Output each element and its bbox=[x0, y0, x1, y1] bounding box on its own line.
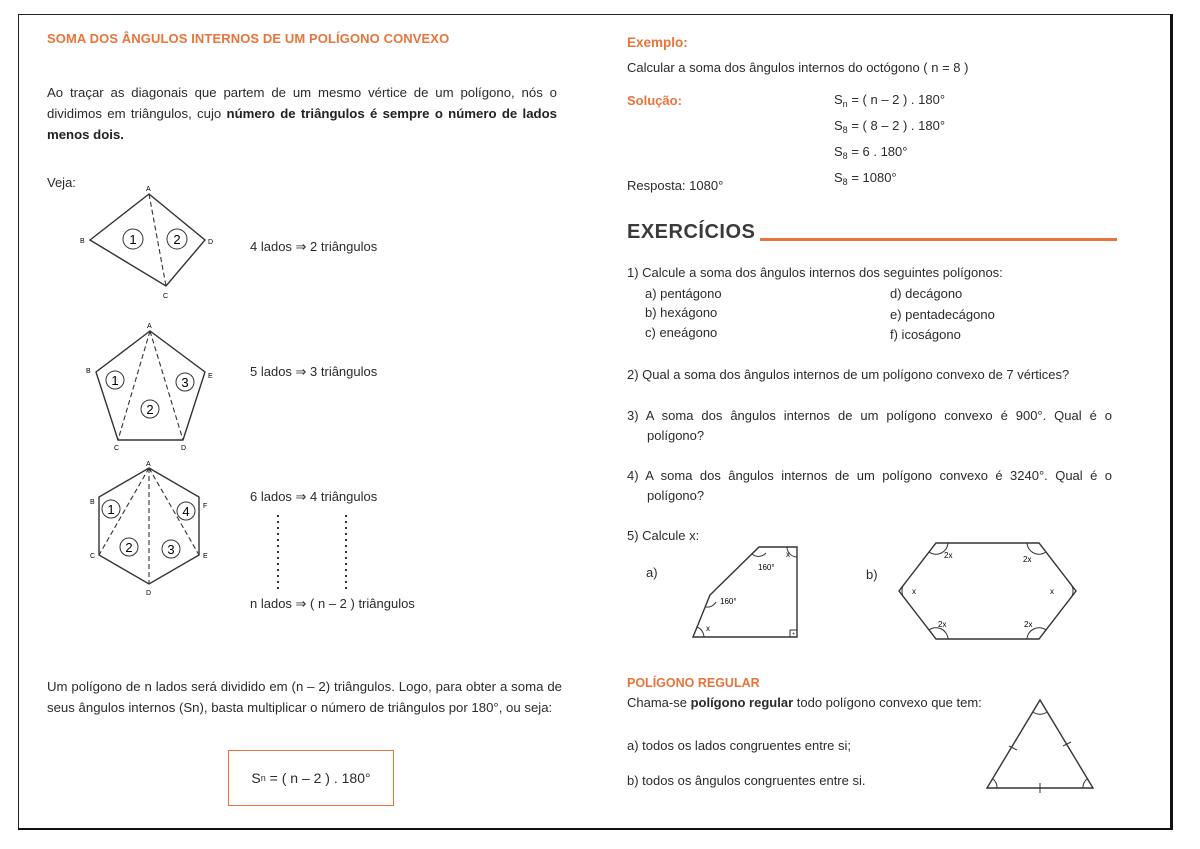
example-text: Calcular a soma dos ângulos internos do octógono ( n = 8 ) bbox=[627, 60, 969, 75]
triangle-number: 2 bbox=[146, 402, 154, 417]
n-caption: n lados ⇒ ( n – 2 ) triângulos bbox=[250, 596, 415, 611]
fig-b-label: x bbox=[912, 587, 916, 596]
solution-label: Solução: bbox=[627, 93, 682, 108]
solution-step: $S_8$ = ( 8 – 2 ) . 180° bbox=[834, 118, 946, 135]
q1-item: d) decágono bbox=[890, 286, 963, 301]
regular-title: POLÍGONO REGULAR bbox=[627, 676, 760, 690]
veja-label: Veja: bbox=[47, 175, 76, 190]
exercises-title: EXERCÍCIOS bbox=[627, 221, 756, 243]
page-title: SOMA DOS ÂNGULOS INTERNOS DE UM POLÍGONO CONVEXO bbox=[47, 31, 450, 46]
regular-def-bold: polígono regular bbox=[690, 695, 794, 710]
vertex-label: C bbox=[90, 553, 96, 560]
question-4-line2: polígono? bbox=[647, 488, 705, 503]
regular-condition-b: b) todos os ângulos congruentes entre si. bbox=[627, 773, 866, 788]
intro-bold-text: número de triângulos é sempre o número de lados menos dois. bbox=[47, 106, 557, 142]
solution-step: $S_n$ = ( n – 2 ) . 180° bbox=[834, 92, 946, 109]
vertex-label: C bbox=[163, 293, 169, 300]
question-1: 1) Calcule a soma dos ângulos internos dos seguintes polígonos: bbox=[627, 265, 1003, 280]
vertex-label: E bbox=[208, 373, 213, 380]
vertex-label: A bbox=[146, 461, 151, 468]
vertex-label: B bbox=[90, 499, 95, 506]
question-4-line1: 4) A soma dos ângulos internos de um polígono convexo é 3240°. Qual é o bbox=[627, 468, 1112, 483]
q1-item: c) eneágono bbox=[645, 325, 718, 340]
intro-paragraph bbox=[47, 82, 557, 145]
q5a-label: a) bbox=[646, 565, 658, 580]
quadrilateral-figure bbox=[80, 182, 230, 304]
triangle-number: 1 bbox=[111, 373, 119, 388]
vertex-label: F bbox=[203, 503, 208, 510]
fig-b-label: x bbox=[1050, 587, 1054, 596]
question-5: 5) Calcule x: bbox=[627, 528, 700, 543]
vertex-label: A bbox=[147, 323, 152, 330]
fig-b-label: 2x bbox=[944, 551, 953, 560]
triangle-number: 3 bbox=[181, 375, 189, 390]
hex-caption: 6 lados ⇒ 4 triângulos bbox=[250, 489, 378, 504]
quad-caption: 4 lados ⇒ 2 triângulos bbox=[250, 239, 378, 254]
conclusion-paragraph: Um polígono de n lados será dividido em (n – 2) triângulos. Logo, para obter a soma de seus ângulos internos (Sn), basta multiplicar o número de triângulos por 180°, ou seja: bbox=[47, 679, 562, 715]
vertex-label: D bbox=[146, 590, 152, 597]
equilateral-triangle-figure bbox=[980, 694, 1100, 794]
triangle-number: 2 bbox=[173, 232, 181, 247]
frame-right-edge bbox=[1170, 14, 1173, 830]
formula-box bbox=[228, 750, 394, 806]
triangle-number: 2 bbox=[125, 540, 133, 555]
answer-text: Resposta: 1080° bbox=[627, 178, 724, 193]
regular-def-text: Chama-se bbox=[627, 695, 691, 710]
pent-caption: 5 lados ⇒ 3 triângulos bbox=[250, 364, 378, 379]
regular-def-text: todo polígono convexo que tem: bbox=[793, 695, 982, 710]
figure-5a bbox=[686, 540, 801, 640]
question-2: 2) Qual a soma dos ângulos internos de um polígono convexo de 7 vértices? bbox=[627, 367, 1070, 382]
hexagon-figure bbox=[80, 458, 230, 603]
q5b-label: b) bbox=[866, 567, 878, 582]
fig-b-label: 2x bbox=[1023, 555, 1032, 564]
formula-sub: n bbox=[260, 773, 266, 783]
fig-a-label: 160° bbox=[720, 597, 737, 606]
triangle-number: 4 bbox=[182, 504, 190, 519]
regular-condition-a: a) todos os lados congruentes entre si; bbox=[627, 738, 852, 753]
formula-text: = ( n – 2 ) . 180° bbox=[269, 770, 371, 786]
vertex-label: B bbox=[86, 368, 91, 375]
figure-5b bbox=[896, 540, 1086, 642]
exercises-rule bbox=[760, 238, 1117, 241]
fig-a-label: x bbox=[786, 550, 790, 559]
triangle-number: 1 bbox=[107, 502, 115, 517]
vertex-label: D bbox=[181, 445, 187, 452]
solution-step: $S_8 = 6$ . 180° bbox=[834, 144, 908, 161]
vertex-label: C bbox=[114, 445, 120, 452]
question-3-line2: polígono? bbox=[647, 428, 705, 443]
pentagon-figure bbox=[80, 318, 230, 458]
q1-item: b) hexágono bbox=[645, 305, 718, 320]
triangle-number: 1 bbox=[129, 232, 137, 247]
vertex-label: D bbox=[208, 239, 214, 246]
q1-item: a) pentágono bbox=[645, 286, 722, 301]
intro-text: Ao traçar as diagonais que partem de um mesmo vértice de um polígono, nós o dividimos em triângulos, cujo bbox=[47, 85, 557, 121]
formula-s: S bbox=[251, 770, 261, 786]
fig-a-label: x bbox=[706, 624, 710, 633]
vertex-label: E bbox=[203, 553, 208, 560]
q1-item: e) pentadecágono bbox=[890, 307, 995, 322]
solution-step: $S_8 = 1080^\circ$ bbox=[834, 170, 897, 187]
frame-bottom-edge bbox=[18, 828, 1173, 830]
fig-b-label: 2x bbox=[1024, 620, 1033, 629]
fig-b-label: 2x bbox=[938, 620, 947, 629]
triangle-number: 3 bbox=[167, 542, 175, 557]
question-3-line1: 3) A soma dos ângulos internos de um polígono convexo é 900°. Qual é o bbox=[627, 408, 1112, 423]
example-title: Exemplo: bbox=[627, 35, 688, 50]
vertex-label: B bbox=[80, 238, 85, 245]
q1-item: f) icoságono bbox=[890, 327, 961, 342]
regular-definition bbox=[627, 692, 982, 713]
solution-steps bbox=[834, 89, 945, 193]
ellipsis-dots bbox=[270, 513, 360, 591]
fig-a-label: 160° bbox=[758, 563, 775, 572]
vertex-label: A bbox=[146, 186, 151, 193]
